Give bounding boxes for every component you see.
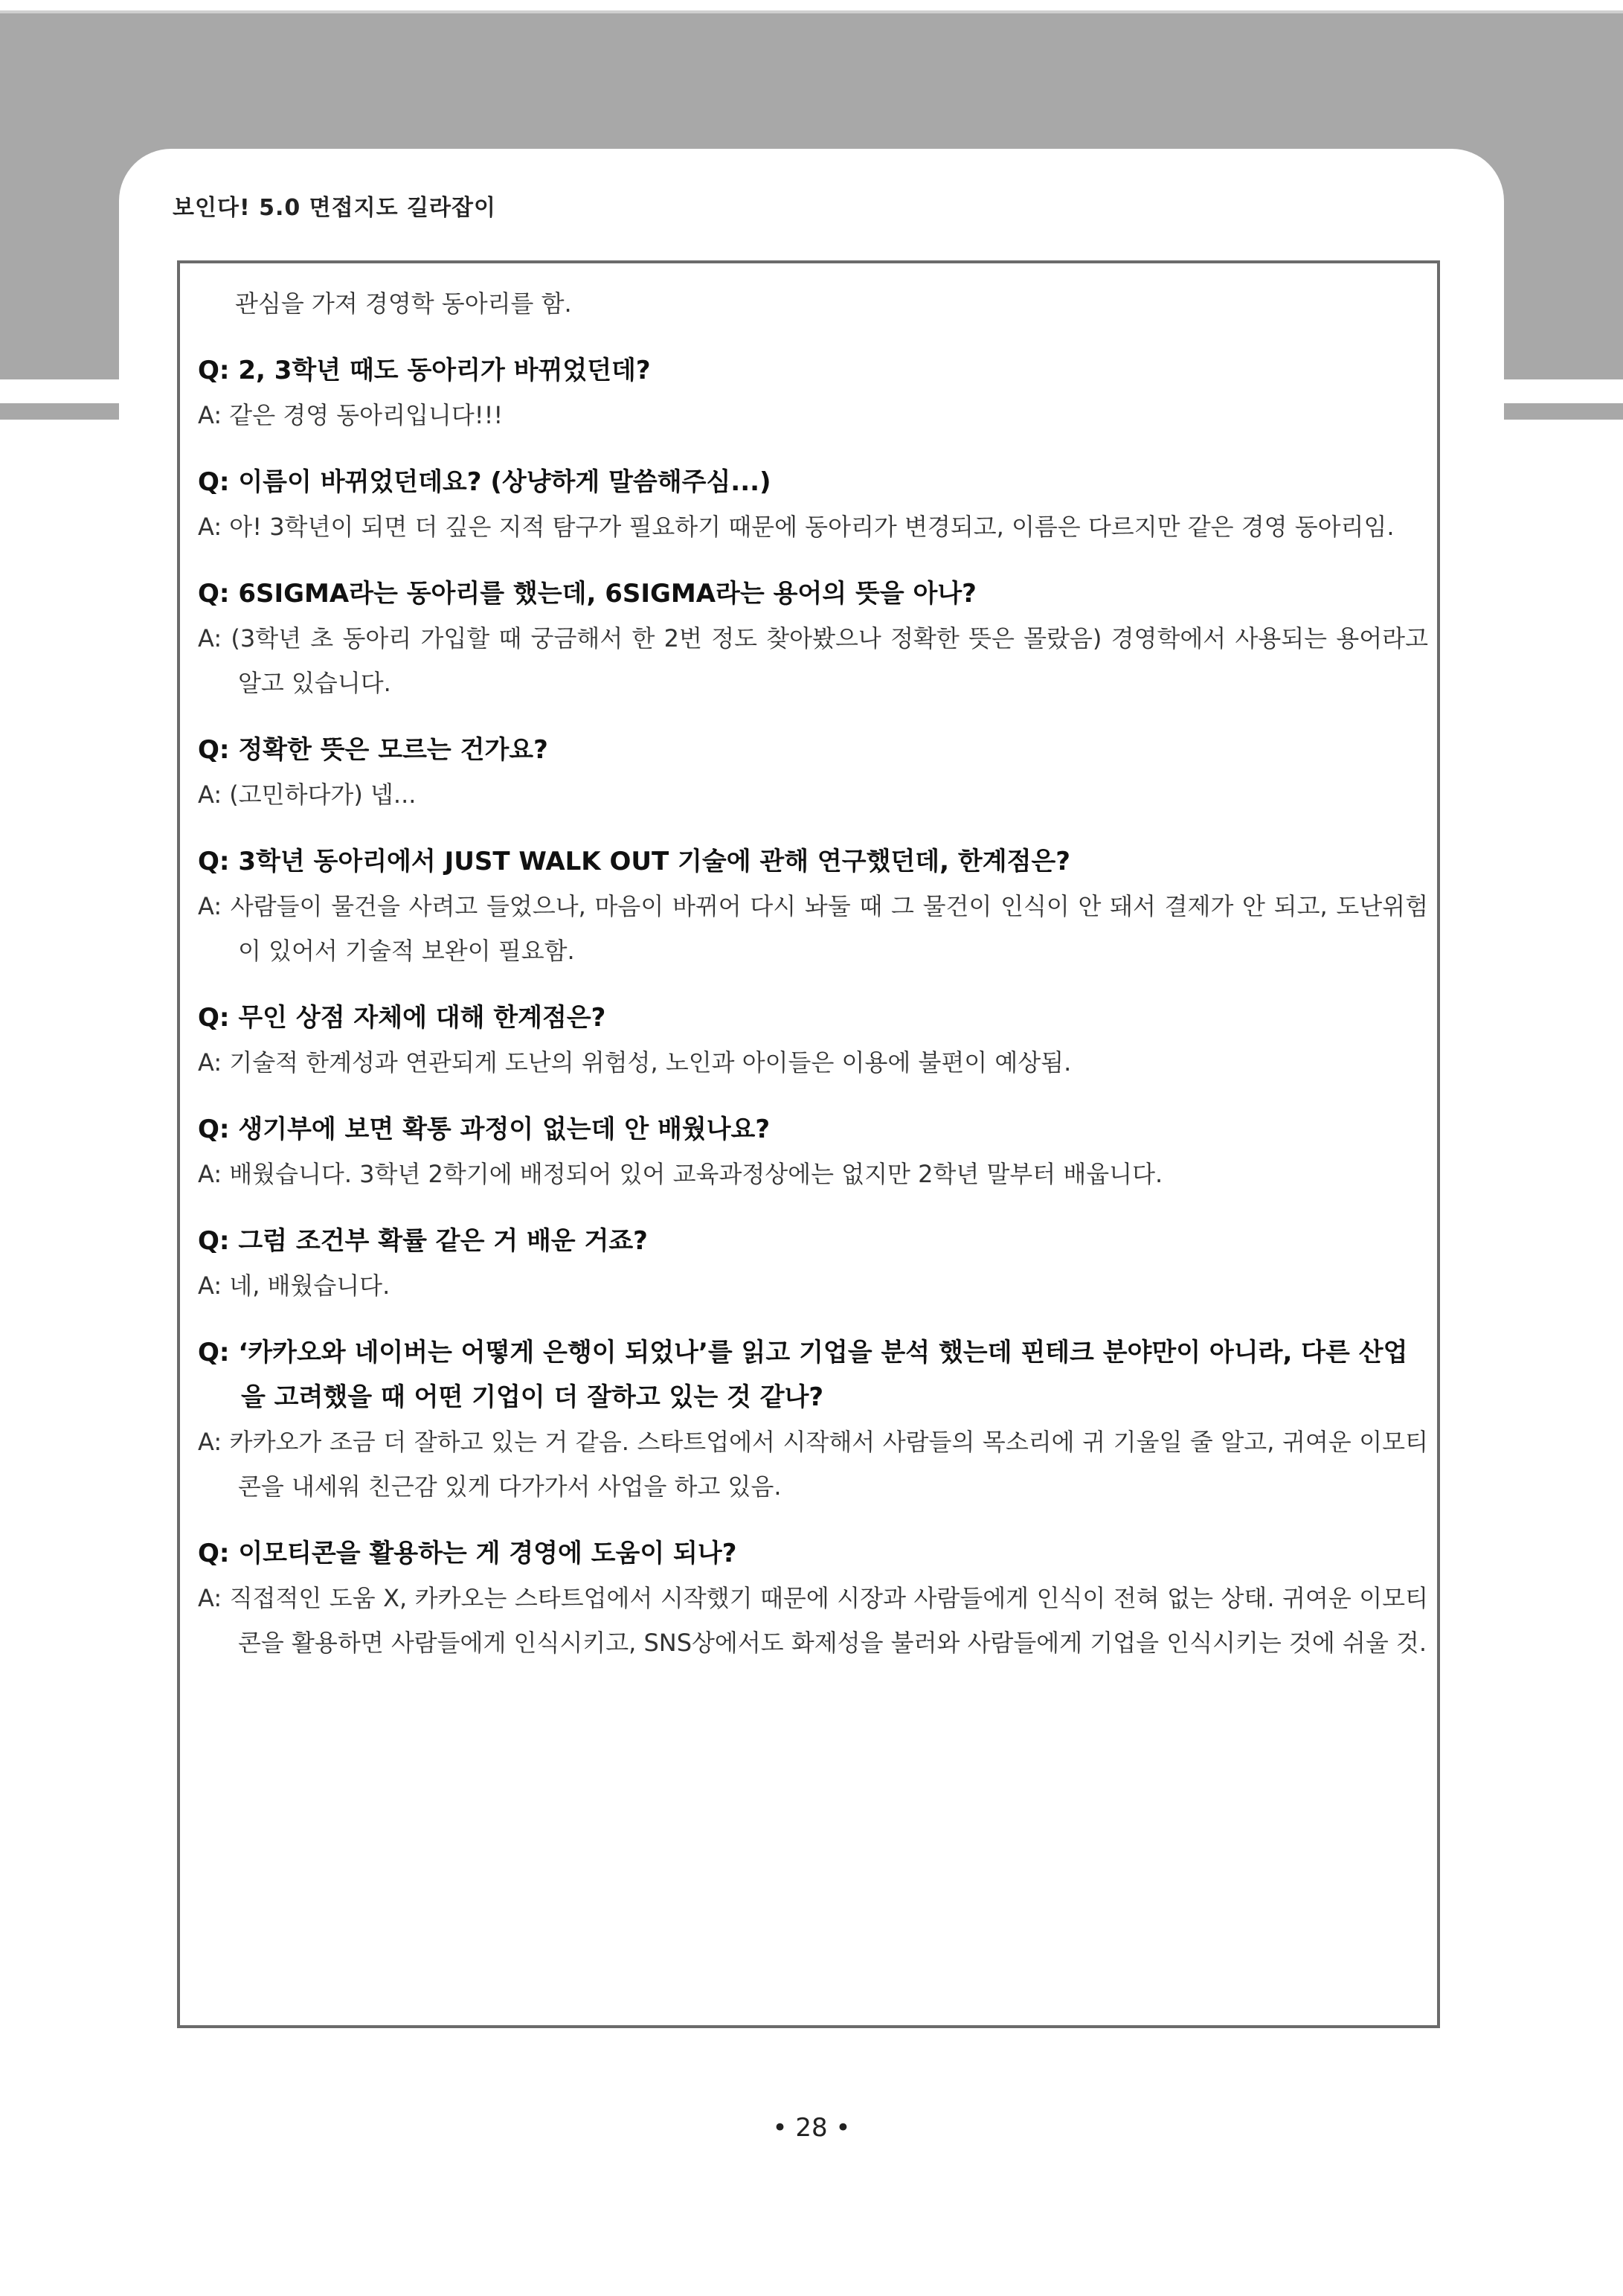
question: Q: 2, 3학년 때도 동아리가 바뀌었던데? [198,356,651,385]
question: Q: 생기부에 보면 확통 과정이 없는데 안 배웠나요? [198,1115,771,1144]
answer: A: 같은 경영 동아리입니다!!! [198,401,504,429]
qa-item [198,728,1428,817]
answer: A: (고민하다가) 넵... [198,780,417,809]
page-number: • 28 • [772,2113,851,2143]
question: Q: 6SIGMA라는 동아리를 했는데, 6SIGMA라는 용어의 뜻을 아나? [198,579,977,609]
qa-item [198,571,1428,705]
answer: A: 네, 배웠습니다. [198,1272,391,1300]
qa-item [198,1330,1428,1509]
question: Q: 3학년 동아리에서 JUST WALK OUT 기술에 관해 연구했던데, 한계점은? [198,847,1070,876]
question: Q: 이모티콘을 활용하는 게 경영에 도움이 되나? [198,1539,737,1568]
answer: A: 기술적 한계성과 연관되게 도난의 위험성, 노인과 아이들은 이용에 불편이 예상됨. [198,1048,1072,1077]
left-stripe [0,403,119,420]
qa-box [177,260,1440,2028]
answer: A: 배웠습니다. 3학년 2학기에 배정되어 있어 교육과정상에는 없지만 2학년 말부터 배웁니다. [198,1160,1163,1188]
answer: A: 아! 3학년이 되면 더 깊은 지적 탐구가 필요하기 때문에 동아리가 변경되고, 이름은 다르지만 같은 경영 동아리임. [198,513,1395,541]
qa-item [198,1219,1428,1308]
right-stripe [1504,403,1623,420]
qa-item [198,1107,1428,1196]
question: Q: 정확한 뜻은 모르는 건가요? [198,735,548,765]
qa-item [198,839,1428,973]
answer: A: 직접적인 도움 X, 카카오는 스타트업에서 시작했기 때문에 시장과 사람들에게 인식이 전혀 없는 상태. 귀여운 이모티콘을 활용하면 사람들에게 인식시키고, SNS상에서도 화제성을 불러와 사람들에게 기업을 인식시키는 것에 쉬울 것. [198,1584,1428,1657]
qa-item [198,348,1428,437]
qa-content [198,281,1428,1665]
question: Q: ‘카카오와 네이버는 어떻게 은행이 되었나’를 읽고 기업을 분석 했는데 핀테크 분야만이 아니라, 다른 산업을 고려했을 때 어떤 기업이 더 잘하고 있는 것 같나? [198,1338,1408,1412]
qa-item [198,460,1428,549]
question: Q: 그럼 조건부 확률 같은 거 배운 거죠? [198,1226,648,1256]
qa-item [198,995,1428,1085]
intro-line: 관심을 가져 경영학 동아리를 함. [235,289,572,318]
qa-item [198,1531,1428,1665]
answer: A: (3학년 초 동아리 가입할 때 궁금해서 한 2번 정도 찾아봤으나 정확한 뜻은 몰랐음) 경영학에서 사용되는 용어라고 알고 있습니다. [198,624,1428,697]
question: Q: 무인 상점 자체에 대해 한계점은? [198,1003,606,1033]
question: Q: 이름이 바뀌었던데요? (상냥하게 말씀해주심...) [198,467,771,497]
answer: A: 사람들이 물건을 사려고 들었으나, 마음이 바뀌어 다시 놔둘 때 그 물건이 인식이 안 돼서 결제가 안 되고, 도난위험이 있어서 기술적 보완이 필요함. [198,892,1428,965]
answer: A: 카카오가 조금 더 잘하고 있는 거 같음. 스타트업에서 시작해서 사람들의 목소리에 귀 기울일 줄 알고, 귀여운 이모티콘을 내세워 친근감 있게 다가가서 사업을 하고 있음. [198,1428,1428,1501]
running-header: 보인다! 5.0 면접지도 길라잡이 [173,195,496,221]
